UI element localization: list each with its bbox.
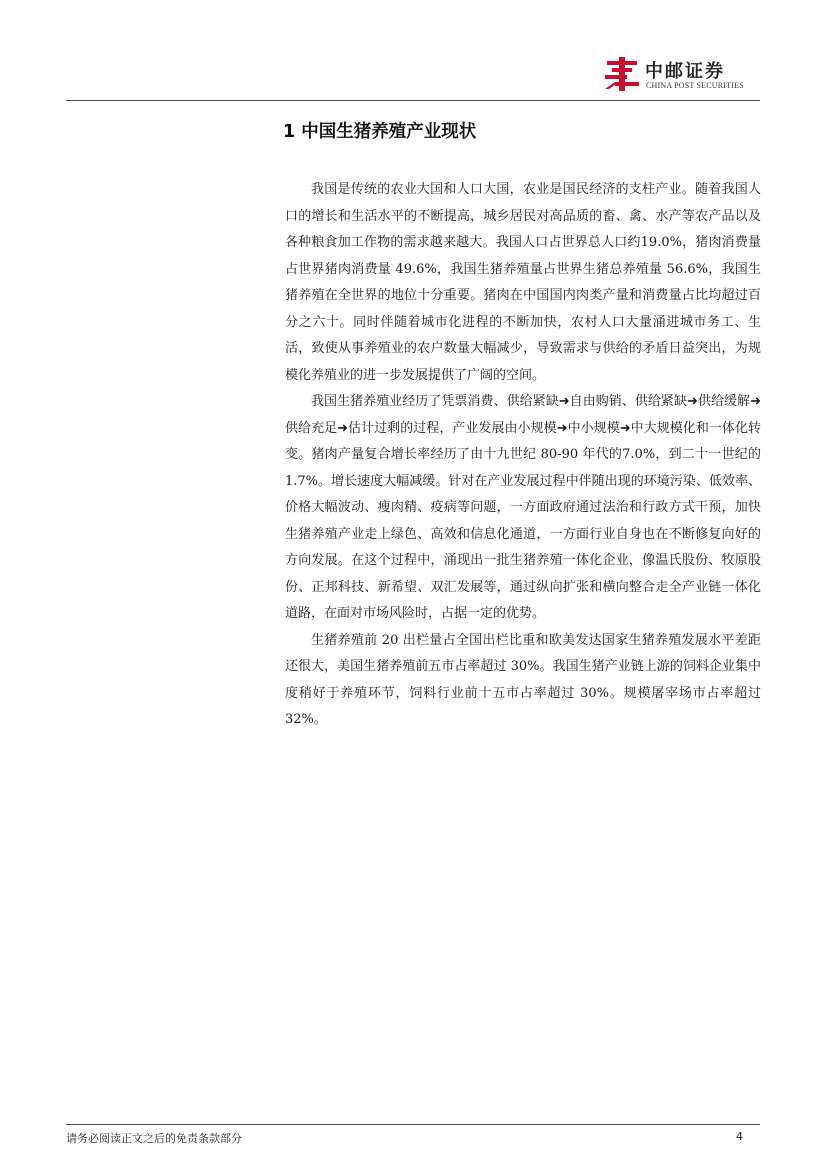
footer-divider (66, 1124, 760, 1125)
brand-name-cn: 中邮证券 (645, 61, 725, 82)
paragraph: 我国是传统的农业大国和人口大国，农业是国民经济的支柱产业。随着我国人口的增长和生活水平的不断提高，城乡居民对高品质的畜、禽、水产等农产品以及各种粮食加工作物的需求越来越大。我国人口占世界总人口约19.0%，猪肉消费量占世界猪肉消费量 49.6%，我国生猪养殖量占世界生猪总养殖量 56.6%，我国生猪养殖在全世界的地位十分重要。猪肉在中国国内肉类产量和消费量占比均超过百分之六十。同时伴随着城市化进程的不断加快，农村人口大量涌进城市务工、生活，致使从事养殖业的农户数量大幅减少，导致需求与供给的矛盾日益突出，为规模化养殖业的进一步发展提供了广阔的空间。 (285, 182, 761, 383)
china-post-logo-icon (603, 55, 641, 93)
paragraph: 生猪养殖前 20 出栏量占全国出栏比重和欧美发达国家生猪养殖发展水平差距还很大，美国生猪养殖前五市占率超过 30%。我国生猪产业链上游的饲料企业集中度稍好于养殖环节，饲料行业前十五市占率超过 30%。规模屠宰场市占率超过 32%。 (285, 632, 761, 727)
brand-name-en: CHINA POST SECURITIES (646, 81, 744, 90)
footer-disclaimer: 请务必阅读正文之后的免责条款部分 (66, 1132, 242, 1145)
paragraph: 我国生猪养殖业经历了凭票消费、供给紧缺➜自由购销、供给紧缺➜供给缓解➜供给充足➜估计过剩的过程，产业发展由小规模➜中小规模➜中大规模化和一体化转变。猪肉产量复合增长率经历了由十九世纪 80-90 年代的7.0%，到二十一世纪的 1.7%。增长速度大幅减缓。针对在产业发展过程中伴随出现的环境污染、低效率、价格大幅波动、瘦肉精、疫病等问题，一方面政府通过法治和行政方式干预，加快生猪养殖产业走上绿色、高效和信息化通道，一方面行业自身也在不断修复向好的方向发展。在这个过程中，涌现出一批生猪养殖一体化企业，像温氏股份、牧原股份、正邦科技、新希望、双汇发展等，通过纵向扩张和横向整合走全产业链一体化道路，在面对市场风险时，占据一定的优势。 (285, 394, 761, 621)
body-text (285, 177, 761, 734)
header-divider (66, 100, 760, 101)
page-number: 4 (736, 1130, 743, 1143)
section-title: 1 中国生猪养殖产业现状 (283, 122, 477, 142)
company-logo (603, 55, 763, 95)
